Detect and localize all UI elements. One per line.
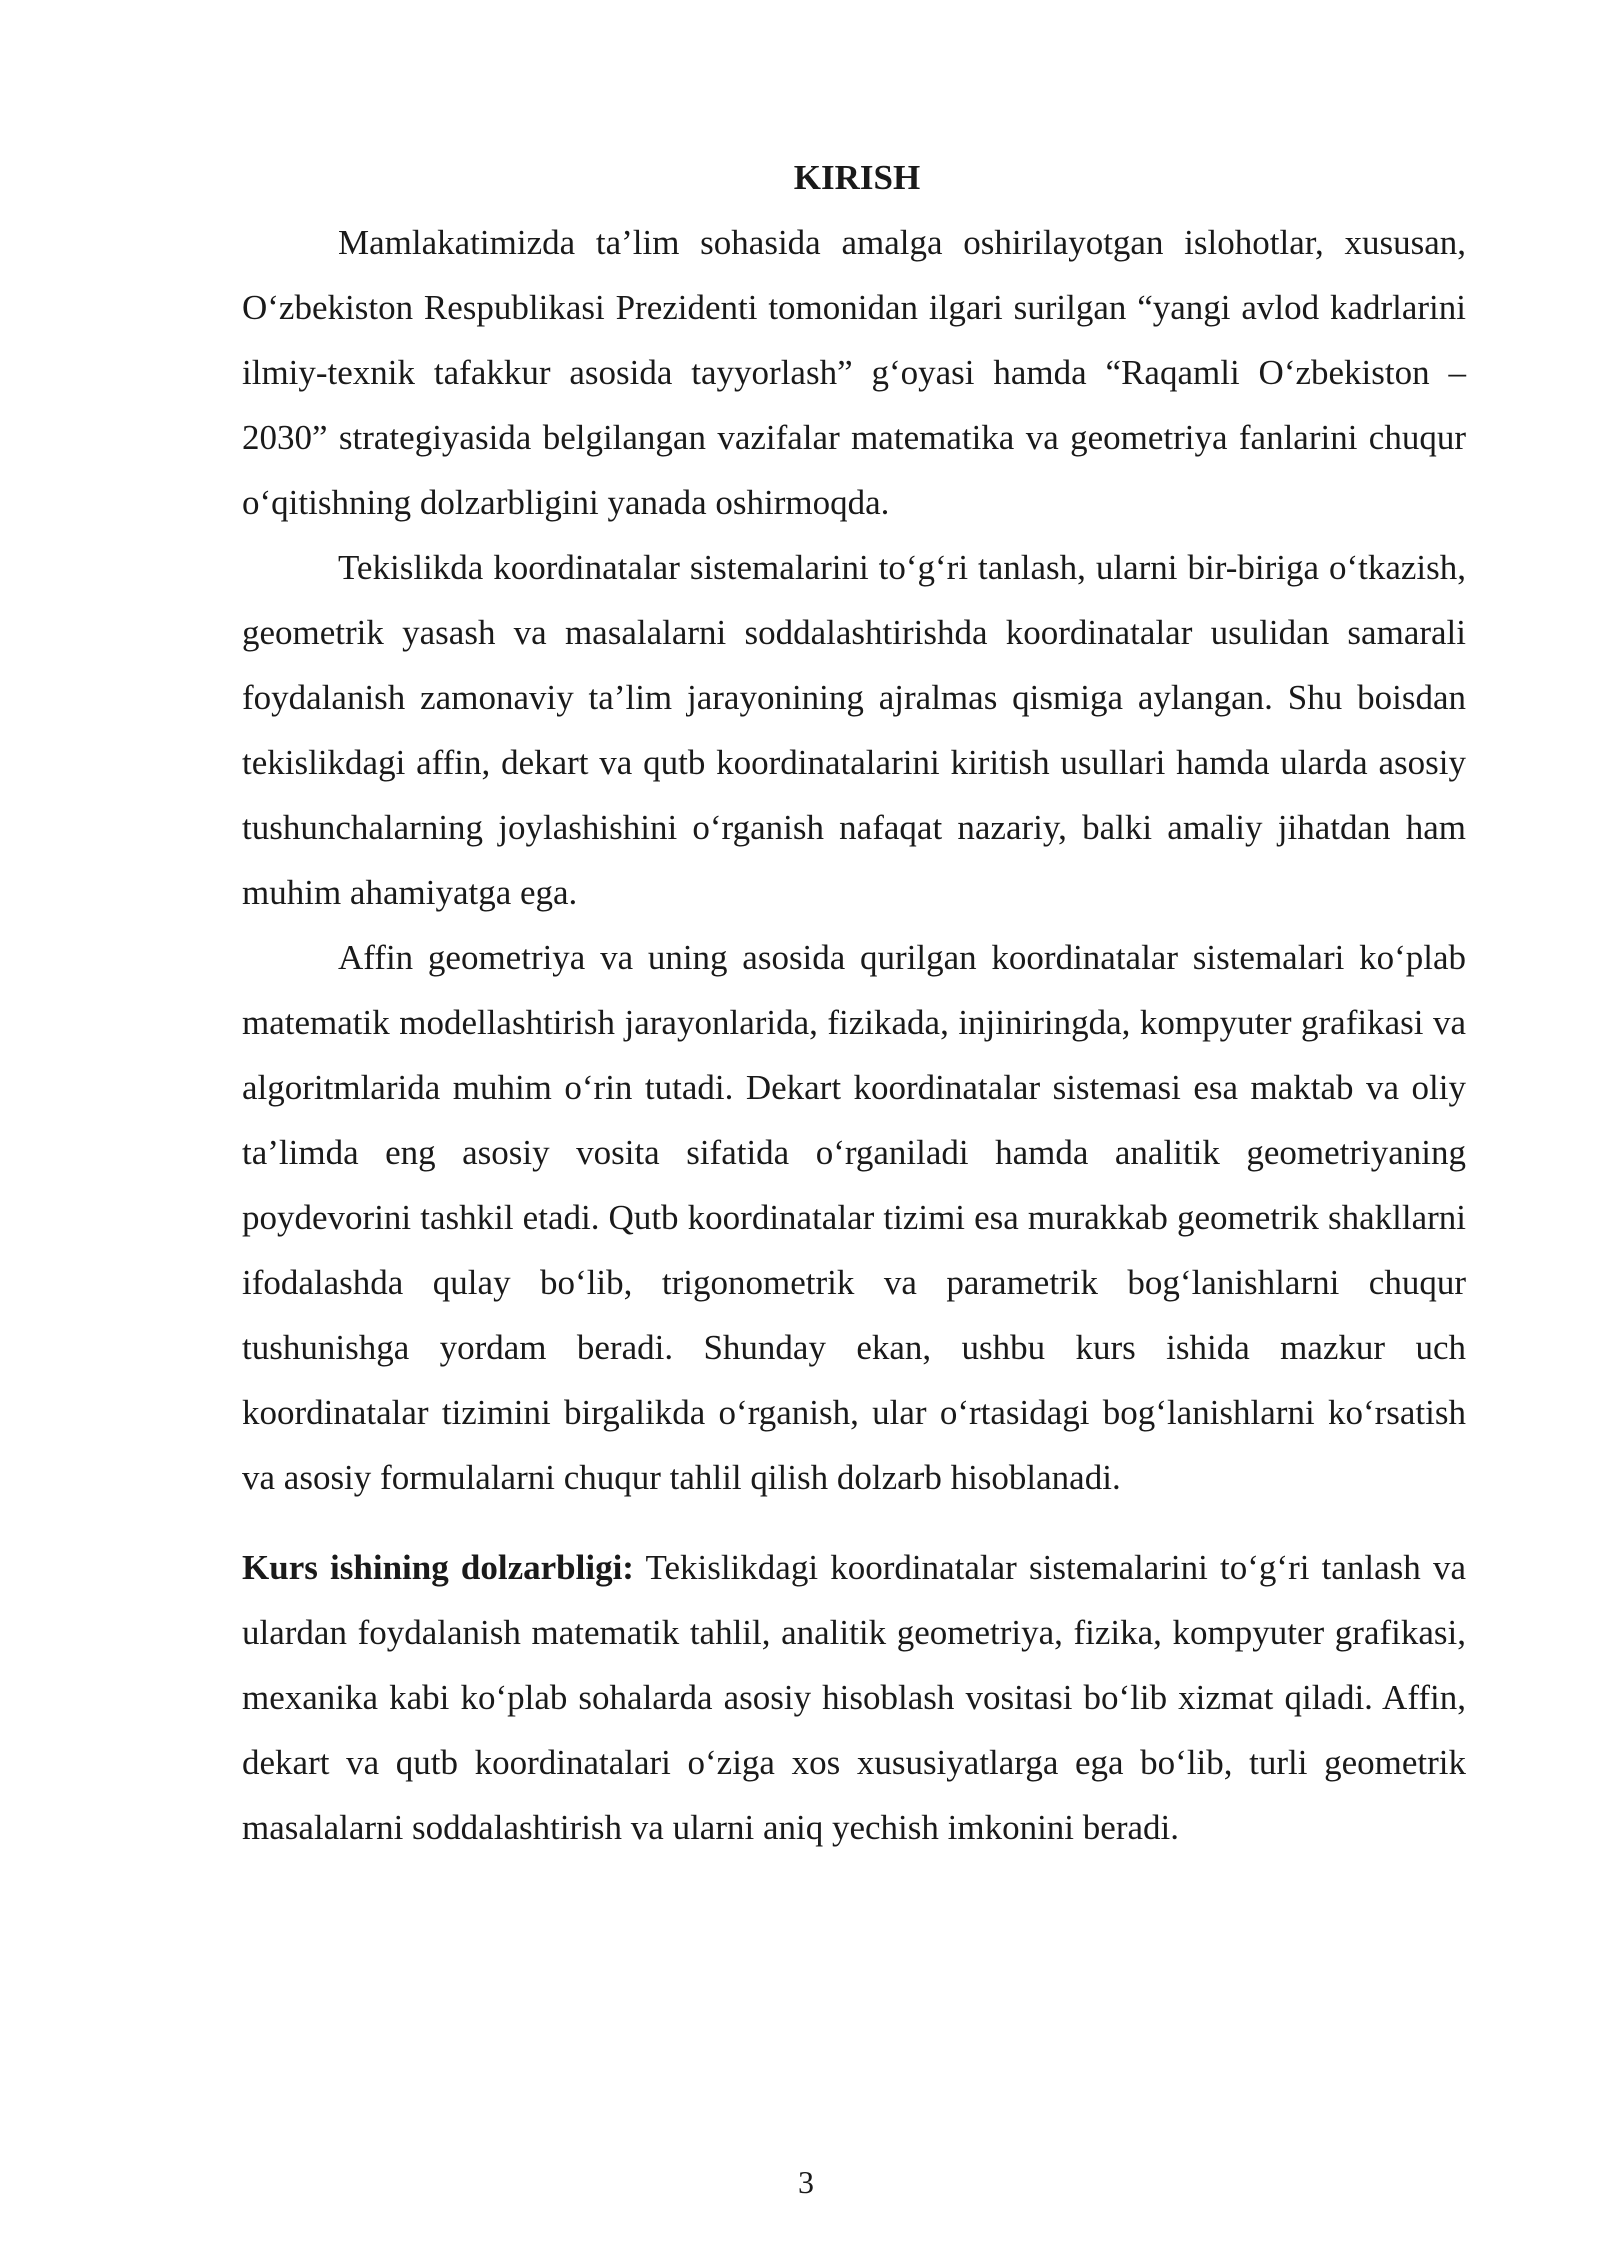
section-heading: KIRISH	[793, 158, 921, 197]
page-number: 3	[798, 2164, 814, 2200]
page-content	[242, 145, 1466, 1860]
relevance-paragraph	[242, 1535, 1466, 1860]
paragraph-1: Mamlakatimizda ta’lim sohasida amalga oshirilayotgan islohotlar, xususan, O‘zbekiston Respublikasi Prezidenti tomonidan ilgari surilgan “yangi avlod kadrlarini ilmiy-texnik tafakkur asosida tayyorlash” g‘oyasi hamda “Raqamli O‘zbekiston – 2030” strategiyasida belgilangan vazifalar matematika va geometriya fanlarini chuqur o‘qitishning dolzarbligini yanada oshirmoqda.	[242, 223, 1466, 522]
relevance-text: Tekislikdagi koordinatalar sistemalarini to‘g‘ri tanlash va ulardan foydalanish matematik tahlil, analitik geometriya, fizika, kompyuter grafikasi, mexanika kabi ko‘plab sohalarda asosiy hisoblash vositasi bo‘lib xizmat qiladi. Affin, dekart va qutb koordinatalari o‘ziga xos xususiyatlarga ega bo‘lib, turli geometrik masalalarni soddalashtirish va ularni aniq yechish imkonini beradi.	[242, 1548, 1466, 1847]
relevance-label: Kurs ishining dolzarbligi:	[242, 1548, 634, 1587]
paragraph-2: Tekislikda koordinatalar sistemalarini to‘g‘ri tanlash, ularni bir-biriga o‘tkazish, geometrik yasash va masalalarni soddalashtirishda koordinatalar usulidan samarali foydalanish zamonaviy ta’lim jarayonining ajralmas qismiga aylangan. Shu boisdan tekislikdagi affin, dekart va qutb koordinatalarini kiritish usullari hamda ularda asosiy tushunchalarning joylashishini o‘rganish nafaqat nazariy, balki amaliy jihatdan ham muhim ahamiyatga ega.	[242, 548, 1466, 912]
paragraph-3: Affin geometriya va uning asosida qurilgan koordinatalar sistemalari ko‘plab matematik modellashtirish jarayonlarida, fizikada, injiniringda, kompyuter grafikasi va algoritmlarida muhim o‘rin tutadi. Dekart koordinatalar sistemasi esa maktab va oliy ta’limda eng asosiy vosita sifatida o‘rganiladi hamda analitik geometriyaning poydevorini tashkil etadi. Qutb koordinatalar tizimi esa murakkab geometrik shakllarni ifodalashda qulay bo‘lib, trigonometrik va parametrik bog‘lanishlarni chuqur tushunishga yordam beradi. Shunday ekan, ushbu kurs ishida mazkur uch koordinatalar tizimini birgalikda o‘rganish, ular o‘rtasidagi bog‘lanishlarni ko‘rsatish va asosiy formulalarni chuqur tahlil qilish dolzarb hisoblanadi.	[242, 938, 1466, 1497]
